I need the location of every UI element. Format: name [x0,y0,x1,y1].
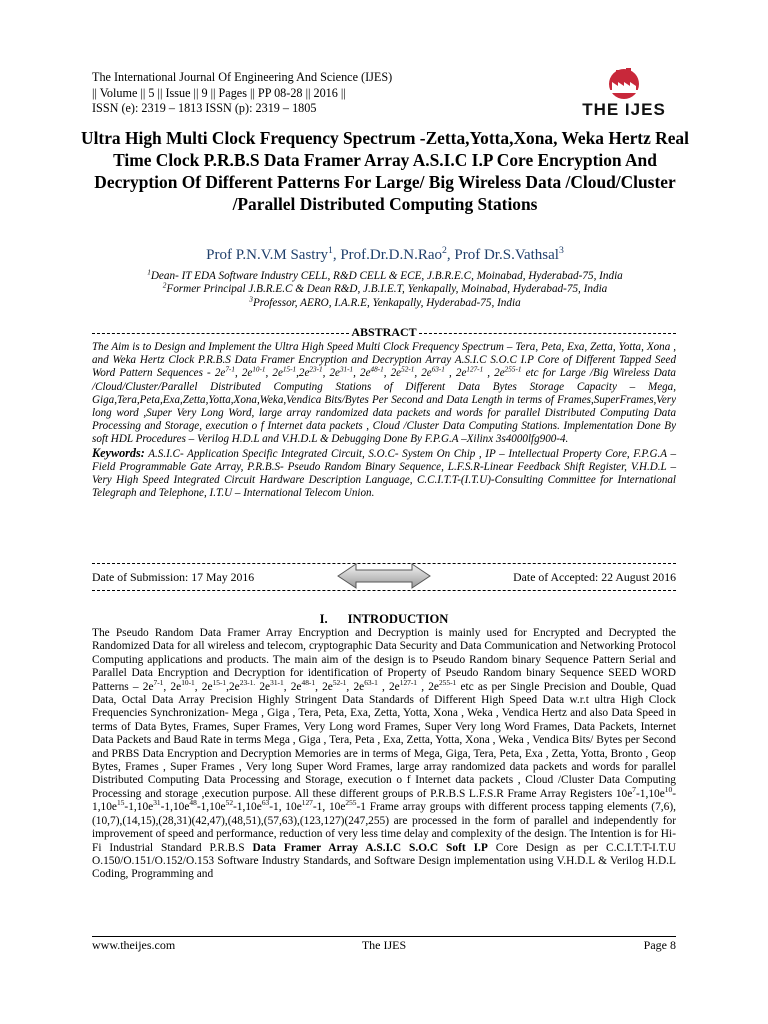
section-number: I. [319,612,328,626]
seq-exponent: 63-1 [431,365,445,374]
seq-exponent: 52-1 [332,677,347,687]
affiliation: $^3$Professor, AERO, I.A.R.E, Yenkapally, Hyderabad-75, India [249,294,521,309]
abstract-heading-rule [92,325,676,339]
seq-exponent: 10-1 [252,365,266,374]
seq-exponent: 255-1 [504,365,522,374]
introduction-body [92,627,676,882]
affiliations [80,270,690,310]
logo-text: THE IJES [582,100,666,119]
seq-exponent: 10 [664,785,673,795]
seq-separator: , 2e [483,367,505,380]
seed-sequence [215,367,526,379]
author: Prof P.N.V.M Sastry$^1$, [206,245,341,263]
section-heading [92,612,676,627]
footer-url[interactable]: www.theijes.com [92,938,176,952]
footer-journal: The IJES [361,938,407,952]
seq-separator: -1,10e [160,801,190,814]
seq-exponent: 31-1 [339,365,354,374]
seq-exponent: 52-1 [401,365,415,374]
seq-separator: -1, 10e [269,801,302,814]
seq-base: 2e [170,680,182,693]
seq-exponent: 23-1 [309,365,323,374]
seq-separator: , 2e [283,680,302,693]
double-arrow-icon [336,562,432,590]
footer-rule [92,936,676,937]
divider [92,590,676,591]
seq-exponent: 255-1 [438,677,457,687]
paper-title: Ultra High Multi Clock Frequency Spectrum -Zetta,Yotta,Xona, Weka Hertz Real Time Clock P.R.B.S Data Framer Array A.S.I.C I.P Core Encryption And Decryption Of Different Patterns For Large/ Big Wireless Data /Cloud/Cluster /Parallel Distributed Computing Stations [81,128,689,214]
seq-exponent: 10-1 [181,677,195,687]
journal-header [92,70,512,117]
seq-separator: -1,10e [124,801,154,814]
section-title: INTRODUCTION [347,612,449,626]
seq-exponent: 127-1 [399,677,418,687]
seq-base: 2e [142,680,154,693]
journal-volume: || Volume || 5 || Issue || 9 || Pages || PP 08-28 || 2016 || [92,85,346,100]
seq-separator: ,2e [296,367,310,380]
seq-exponent: 31-1 [270,677,284,687]
seq-exponent: 63 [261,798,270,808]
seq-separator: , 2e [414,367,432,380]
journal-logo [576,64,672,122]
seq-separator: ,2e [226,680,240,693]
seq-base: 2e [214,367,226,380]
seq-base: 2e [201,680,213,693]
seq-separator: -1,10e [92,787,676,814]
seq-exponent: 15-1 [212,677,227,687]
seq-exponent: 7-1 [225,365,235,374]
affiliation: $^2$Former Principal J.B.R.E.C & Dean R&D, J.B.I.E.T, Yenkapally, Moinabad, Hyderabad-75, India [162,281,608,296]
seq-separator: , 2e [346,680,365,693]
seq-separator: , 2e [444,367,467,380]
seq-separator: , [163,680,171,693]
seed-sequence [142,677,461,693]
factory-icon [576,64,672,104]
seq-separator: -1,10e [233,801,262,814]
journal-name: The International Journal Of Engineering And Science (IJES) [92,70,393,84]
seq-base: 2e [272,367,283,380]
abstract [92,341,676,500]
seq-separator: -1,10e [196,801,226,814]
seq-separator: -1, 10e [312,801,346,814]
seq-separator: , 2e [377,680,400,693]
seq-exponent: 23-1. [239,677,256,687]
seq-exponent: 52 [225,798,234,808]
seq-separator: , 2e [417,680,439,693]
seq-exponent: 15 [117,798,125,808]
seq-separator: , 2e [315,680,333,693]
seq-exponent: 31 [153,798,161,808]
submission-date: Date of Submission: 17 May 2016 [92,570,255,584]
journal-issn: ISSN (e): 2319 – 1813 ISSN (p): 2319 – 1805 [92,101,317,115]
seq-separator: , [194,680,202,693]
seq-separator: , [234,367,242,380]
seq-separator: , 2e [383,367,402,380]
seq-exponent: 127-1 [466,365,484,374]
seq-separator: , 2e [353,367,371,380]
keywords-label: Keywords: [92,445,145,460]
seq-exponent: 48 [189,798,197,808]
paragraph: The Pseudo Random Data Framer Array Encryption and Decryption is mainly used for Encrypted and Decrypted the Randomized Data for all wireless and telecom, cryptographic Data Security and Data Communication and Networking Protocol Computing applications and products. The main aim of the design is to Pseudo Random binary Sequence Pattern Serial and Parallel Data Encryption and Decryption for identification of Property of Pseudo Random binary Sequence SEED WORD Patterns – $2e^{7-1}$, $2e^{10-1}$, $2e^{15-1},2e^{23-1.}$ $2e^{31-1}$, $2e^{48-1}$, $2e^{52-1}$, $2e^{63-1}$ , $2e^{127-1}$ , $2e^{255-1}$ etc as per Single Precision and Double, Quad Data, Octal Data Array Precision Highly Stringent Data Standards of Different High Speed Data w.r.t ultra High Clock Frequencies Synchronization- Mega , Giga , Tera, Peta, Exa, Zetta, Yotta, Xona , Weka , Vendica Hertz and also Data Speed in terms of Data Bytes, Frames, Super Frames, Very Long word Frames, Super Very long Word Frames, Data Packets, Internet Data Packets and Baud Rate in terms Mega , Giga , Tera, Peta , Exa, Zetta, Yotta, Xona , Weka , Vendica Bits/ Bytes per Second and PRBS Data Encryption and Decryption Memories are in terms of Mega, Giga, Tera, Peta, Exa , Zetta, Yotta, Bronto , Geop Bytes, Frames , Super Frames , Very long Super Word Frames, large array randomized data packets and words for parallel Distributed Computing Data Processing and Storage, execution o f Internet data packets , Cloud /Cluster Data Computing Processing and storage ,execution purpose. All these different groups of P.R.B.S L.F.S.R Frame Array Registers $10e^7-1,10e^{10}-1,10e^{15}-1,10e^{31}-1,10e^{48}-1,10e^{52}-1,10e^{63}-1$, $10e^{127}-1$, $10e^{255}-1$ Frame array groups with different process tapping elements (7,6),(10,7),(14,15),(28,31)(42,47),(48,51),(57,63),(123,127)(247,255) are processed in the form of parallel and independently for improvement of speed and performance, reduction of very less time delay and complexity of the design. The Intention is for Hi-Fi Industrial Standard P.R.B.S Data Framer Array A.S.I.C S.O.C Soft I.P Core Design as per C.C.I.T.T-I.T.U O.150/O.151/O.152/O.153 Software Industry Standards, and Software Design implementation using V.H.D.L & Verilog H.D.L Coding, Programming and [92,627,676,881]
seq-exponent: 63-1 [364,677,378,687]
page-number: Page 8 [643,938,676,952]
author: Prof.Dr.D.N.Rao$^2$, [340,245,455,263]
seq-base: 2e [241,367,253,380]
seq-separator: 2e [255,680,271,693]
seq-separator: -1 [356,801,366,814]
abstract-text: The Aim is to Design and Implement the Ultra High Speed Multi Clock Frequency Spectrum – Tera, Peta, Exa, Zetta, Yotta, Xona , and Weka Hertz Clock P.R.B.S Data Framer Encryption and Decryption Array A.S.I.C S.O.C I.P Core of Different Tapped Seed Word Pattern Sequences - $2e^{7-1}$, $2e^{10-1}$, $2e^{15-1},2e^{23-1}$, $2e^{31-1}$, $2e^{48-1}$, $2e^{52-1}$, $2e^{63-1}$ , $2e^{127-1}$ , $2e^{255-1}$ etc for Large /Big Wireless Data /Cloud/Cluster/Parallel Distributed Computing Stations of Different Data Bytes Storage Capacity – Mega, Giga,Tera,Peta,Exa,Zetta,Yotta,Xona,Weka,Vendica Bits/Bytes Per Second and Data Length in terms of Frames,SuperFrames,Very long word ,Super Very Long Word, large array randomized data packets and words for parallel Distributed Computing Data Processing and Storage, execution o f Internet data packets , Cloud /Cluster Data Computing Stations. Implementation Done By soft HDL Procedures – Verilog H.D.L and V.H.D.L & Debugging Done By F.P.G.A –Xilinx 3s4000lfg900-4. [92,341,676,446]
affiliation: $^1$Dean- IT EDA Software Industry CELL, R&D CELL & ECE, J.B.R.E.C, Moinabad, Hyderabad-75, India [147,268,623,282]
abstract-heading: ABSTRACT [351,324,417,339]
seq-exponent: 15-1 [282,365,297,374]
seq-exponent: 48-1 [370,365,384,374]
seq-separator: , [265,367,273,380]
accepted-date: Date of Accepted: 22 August 2016 [513,570,676,584]
seq-exponent: 127 [301,798,313,808]
author: Prof Dr.S.Vathsal$^3$ [454,245,564,263]
keywords: Keywords: A.S.I.C- Application Specific Integrated Circuit, S.O.C- System On Chip , IP – Intellectual Property Core, F.P.G.A – Field Programmable Gate Array, P.R.B.S- Pseudo Random Binary Sequence, L.F.S.R-Linear Feedback Shift Register, V.H.D.L –Very High Speed Integrated Circuit Hardware Description Language, C.C.I.T.T-(I.T.U)-Consulting Committee for International Telegraph and Telephone, I.T.U – International Telecom Union. [92,445,676,500]
seq-exponent: 7-1 [153,677,164,687]
seq-exponent: 255 [345,798,357,808]
page-footer [92,938,676,954]
author-list [80,247,690,264]
seq-exponent: 48-1 [301,677,316,687]
seq-separator: , 2e [322,367,340,380]
